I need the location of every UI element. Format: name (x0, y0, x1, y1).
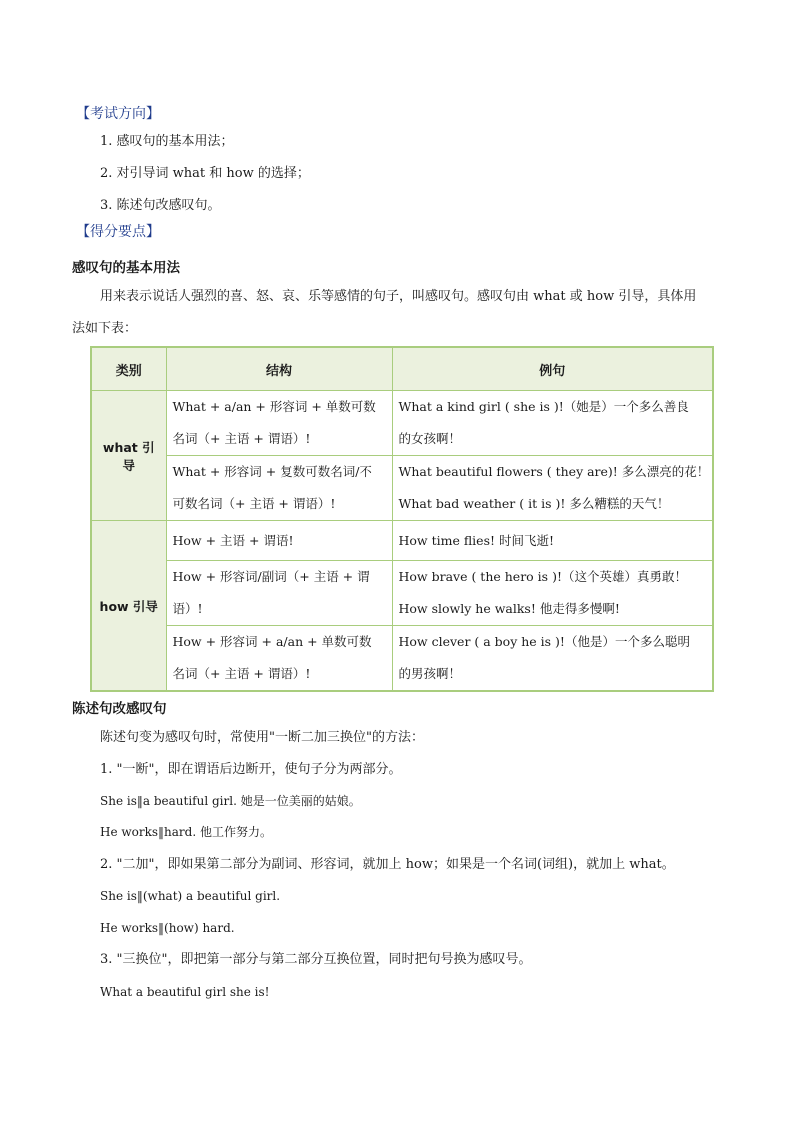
example-cell (392, 561, 713, 626)
example-line: How slowly he walks! 他走得多慢啊! (398, 601, 620, 616)
usage-heading: 感叹句的基本用法 (72, 260, 180, 276)
example-line: What a kind girl ( she is )!（她是）一个多么善良 (398, 399, 689, 414)
example-line: What bad weather ( it is )! 多么糟糕的天气！ (398, 496, 670, 511)
example-cell (392, 456, 713, 521)
structure-line: How + 主语 + 谓语! (172, 532, 294, 548)
example-cell (392, 391, 713, 456)
example-line: What beautiful flowers ( they are)! 多么漂亮的花！ (398, 464, 710, 479)
table-header-category: 类别 (91, 347, 166, 391)
table-row (91, 561, 713, 626)
convert-line: 3. "三换位"，即把第一部分与第二部分互换位置，同时把句号换为感叹号。 (100, 952, 532, 967)
exam-item-3: 3. 陈述句改感叹句。 (100, 198, 221, 213)
structure-cell (166, 521, 392, 561)
convert-line: 陈述句变为感叹句时，常使用"一断二加三换位"的方法： (100, 730, 424, 745)
convert-line: 1. "一断"，即在谓语后边断开，使句子分为两部分。 (100, 762, 402, 777)
convert-line: She is‖a beautiful girl. 她是一位美丽的姑娘。 (100, 794, 361, 808)
convert-line: He works‖hard. 他工作努力。 (100, 825, 272, 839)
structure-line: 名词（+ 主语 + 谓语）! (172, 666, 311, 681)
structure-line: 名词（+ 主语 + 谓语）! (172, 431, 311, 446)
section-points-title: 【得分要点】 (76, 224, 160, 240)
structure-cell (166, 391, 392, 456)
table-row (91, 456, 713, 521)
example-cell (392, 626, 713, 692)
structure-line: How + 形容词 + a/an + 单数可数 (172, 634, 372, 649)
structure-cell (166, 561, 392, 626)
usage-intro-line2: 法如下表： (72, 321, 138, 336)
table-header-row (91, 347, 713, 391)
structure-line: What + a/an + 形容词 + 单数可数 (172, 399, 376, 414)
table-row (91, 391, 713, 456)
convert-line: What a beautiful girl she is! (100, 985, 270, 999)
example-cell (392, 521, 713, 561)
structure-line: How + 形容词/副词（+ 主语 + 谓 (172, 569, 370, 584)
example-line: How time flies! 时间飞逝! (398, 532, 555, 548)
table-row (91, 626, 713, 692)
structure-line: 语）! (172, 601, 203, 616)
example-line: How brave ( the hero is )!（这个英雄）真勇敢！ (398, 569, 687, 584)
structure-line: What + 形容词 + 复数可数名词/不 (172, 464, 372, 479)
exam-item-2: 2. 对引导词 what 和 how 的选择； (100, 166, 310, 181)
example-line: 的男孩啊！ (398, 666, 462, 681)
table-header-example: 例句 (392, 347, 713, 391)
category-how: how 引导 (91, 521, 166, 692)
table-row (91, 521, 713, 561)
exam-item-1: 1. 感叹句的基本用法； (100, 134, 234, 149)
category-what: what 引导 (91, 391, 166, 521)
usage-table (90, 346, 714, 692)
convert-line: 2. "二加"，即如果第二部分为副词、形容词，就加上 how；如果是一个名词(词组)，就加上 what。 (100, 857, 675, 872)
section-exam-title: 【考试方向】 (76, 106, 160, 122)
table-header-structure: 结构 (166, 347, 392, 391)
usage-intro-line1: 用来表示说话人强烈的喜、怒、哀、乐等感情的句子，叫感叹句。感叹句由 what 或 how 引导，具体用 (100, 289, 697, 304)
example-line: How clever ( a boy he is )!（他是）一个多么聪明 (398, 634, 690, 649)
convert-line: He works‖(how) hard. (100, 921, 235, 935)
structure-cell (166, 456, 392, 521)
structure-line: 可数名词（+ 主语 + 谓语）! (172, 496, 336, 511)
example-line: 的女孩啊！ (398, 431, 462, 446)
convert-heading: 陈述句改感叹句 (72, 701, 167, 717)
structure-cell (166, 626, 392, 692)
convert-line: She is‖(what) a beautiful girl. (100, 889, 281, 903)
